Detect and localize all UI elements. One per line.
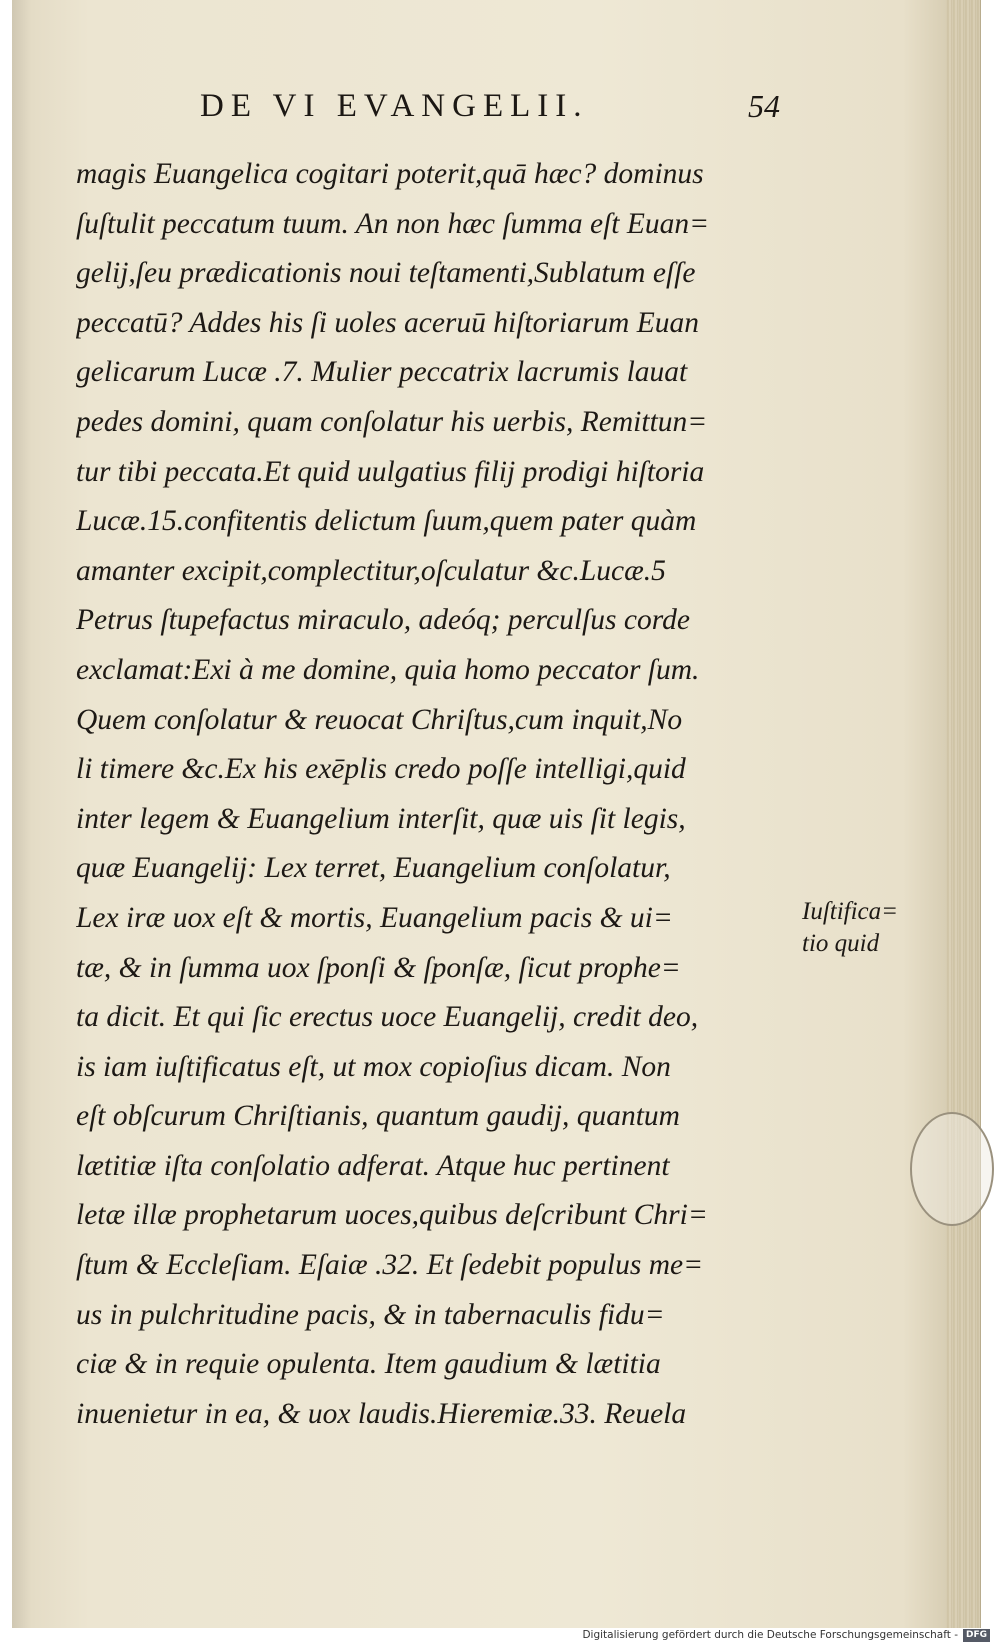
text-line: amanter excipit,complectitur,oſculatur &c.Lucæ.5 — [76, 554, 666, 587]
text-line: ciæ & in requie opulenta. Item gaudium & lætitia — [76, 1348, 661, 1381]
text-line: Quem conſolatur & reuocat Chriſtus,cum inquit,No — [76, 703, 683, 736]
text-line: inuenietur in ea, & uox laudis.Hieremiæ.33. Reuela — [76, 1397, 687, 1430]
text-line: magis Euangelica cogitari poterit,quā hæc? dominus — [76, 158, 704, 190]
text-line: gelicarum Lucæ .7. Mulier peccatrix lacrumis lauat — [76, 356, 688, 389]
text-line: ſtum & Eccleſiam. Eſaiæ .32. Et ſedebit populus me= — [76, 1249, 704, 1282]
page-number: 54 — [748, 88, 780, 124]
text-line: li timere &c.Ex his exēplis credo poſſe intelligi,quid — [76, 753, 686, 786]
text-line: Lucæ.15.confitentis delictum ſuum,quem pater quàm — [76, 505, 697, 538]
text-line: is iam iuſtificatus eſt, ut mox copioſius dicam. Non — [76, 1050, 671, 1083]
margin-note-line: tio quid — [802, 930, 880, 957]
text-line: letæ illæ prophetarum uoces,quibus deſcribunt Chri= — [76, 1199, 708, 1232]
text-line: exclamat:Exi à me domine, quia homo peccator ſum. — [76, 653, 700, 686]
margin-note-line: Iuſtifica= — [802, 898, 899, 925]
dfg-logo: DFG — [963, 1629, 990, 1642]
text-line: us in pulchritudine pacis, & in tabernaculis fidu= — [76, 1298, 665, 1331]
text-line: lætitiæ iſta conſolatio adferat. Atque huc pertinent — [76, 1149, 670, 1182]
text-line: Petrus ſtupefactus miraculo, adeóq; perculſus corde — [76, 604, 690, 637]
text-line: eſt obſcurum Chriſtianis, quantum gaudij, quantum — [76, 1100, 680, 1133]
page-header — [200, 88, 780, 132]
text-line: gelij,ſeu prædicationis noui teſtamenti,Sublatum eſſe — [76, 257, 696, 290]
text-line: inter legem & Euangelium interſit, quæ uis ſit legis, — [76, 802, 686, 835]
credit-text: Digitalisierung gefördert durch die Deutsche Forschungsgemeinschaft - — [582, 1629, 958, 1641]
running-head: DE VI EVANGELII. — [200, 88, 589, 124]
page-edge — [946, 0, 980, 1628]
text-line: ſuſtulit peccatum tuum. An non hæc ſumma eſt Euan= — [76, 207, 710, 240]
text-line: tæ, & in ſumma uox ſponſi & ſponſæ, ſicut prophe= — [76, 951, 681, 984]
text-line: tur tibi peccata.Et quid uulgatius filij prodigi hiſtoria — [76, 455, 705, 488]
digitization-credit — [582, 1628, 990, 1642]
body-text — [76, 150, 796, 1439]
text-line: quæ Euangelij: Lex terret, Euangelium conſolatur, — [76, 852, 671, 885]
thumb-tab-notch — [910, 1112, 994, 1226]
margin-note — [802, 896, 902, 960]
text-line: pedes domini, quam conſolatur his uerbis, Remittun= — [76, 405, 708, 438]
text-line: ta dicit. Et qui ſic erectus uoce Euangelij, credit deo, — [76, 1001, 699, 1034]
text-line: peccatū? Addes his ſi uoles aceruū hiſtoriarum Euan — [76, 306, 699, 339]
text-line: Lex iræ uox eſt & mortis, Euangelium pacis & ui= — [76, 901, 673, 934]
